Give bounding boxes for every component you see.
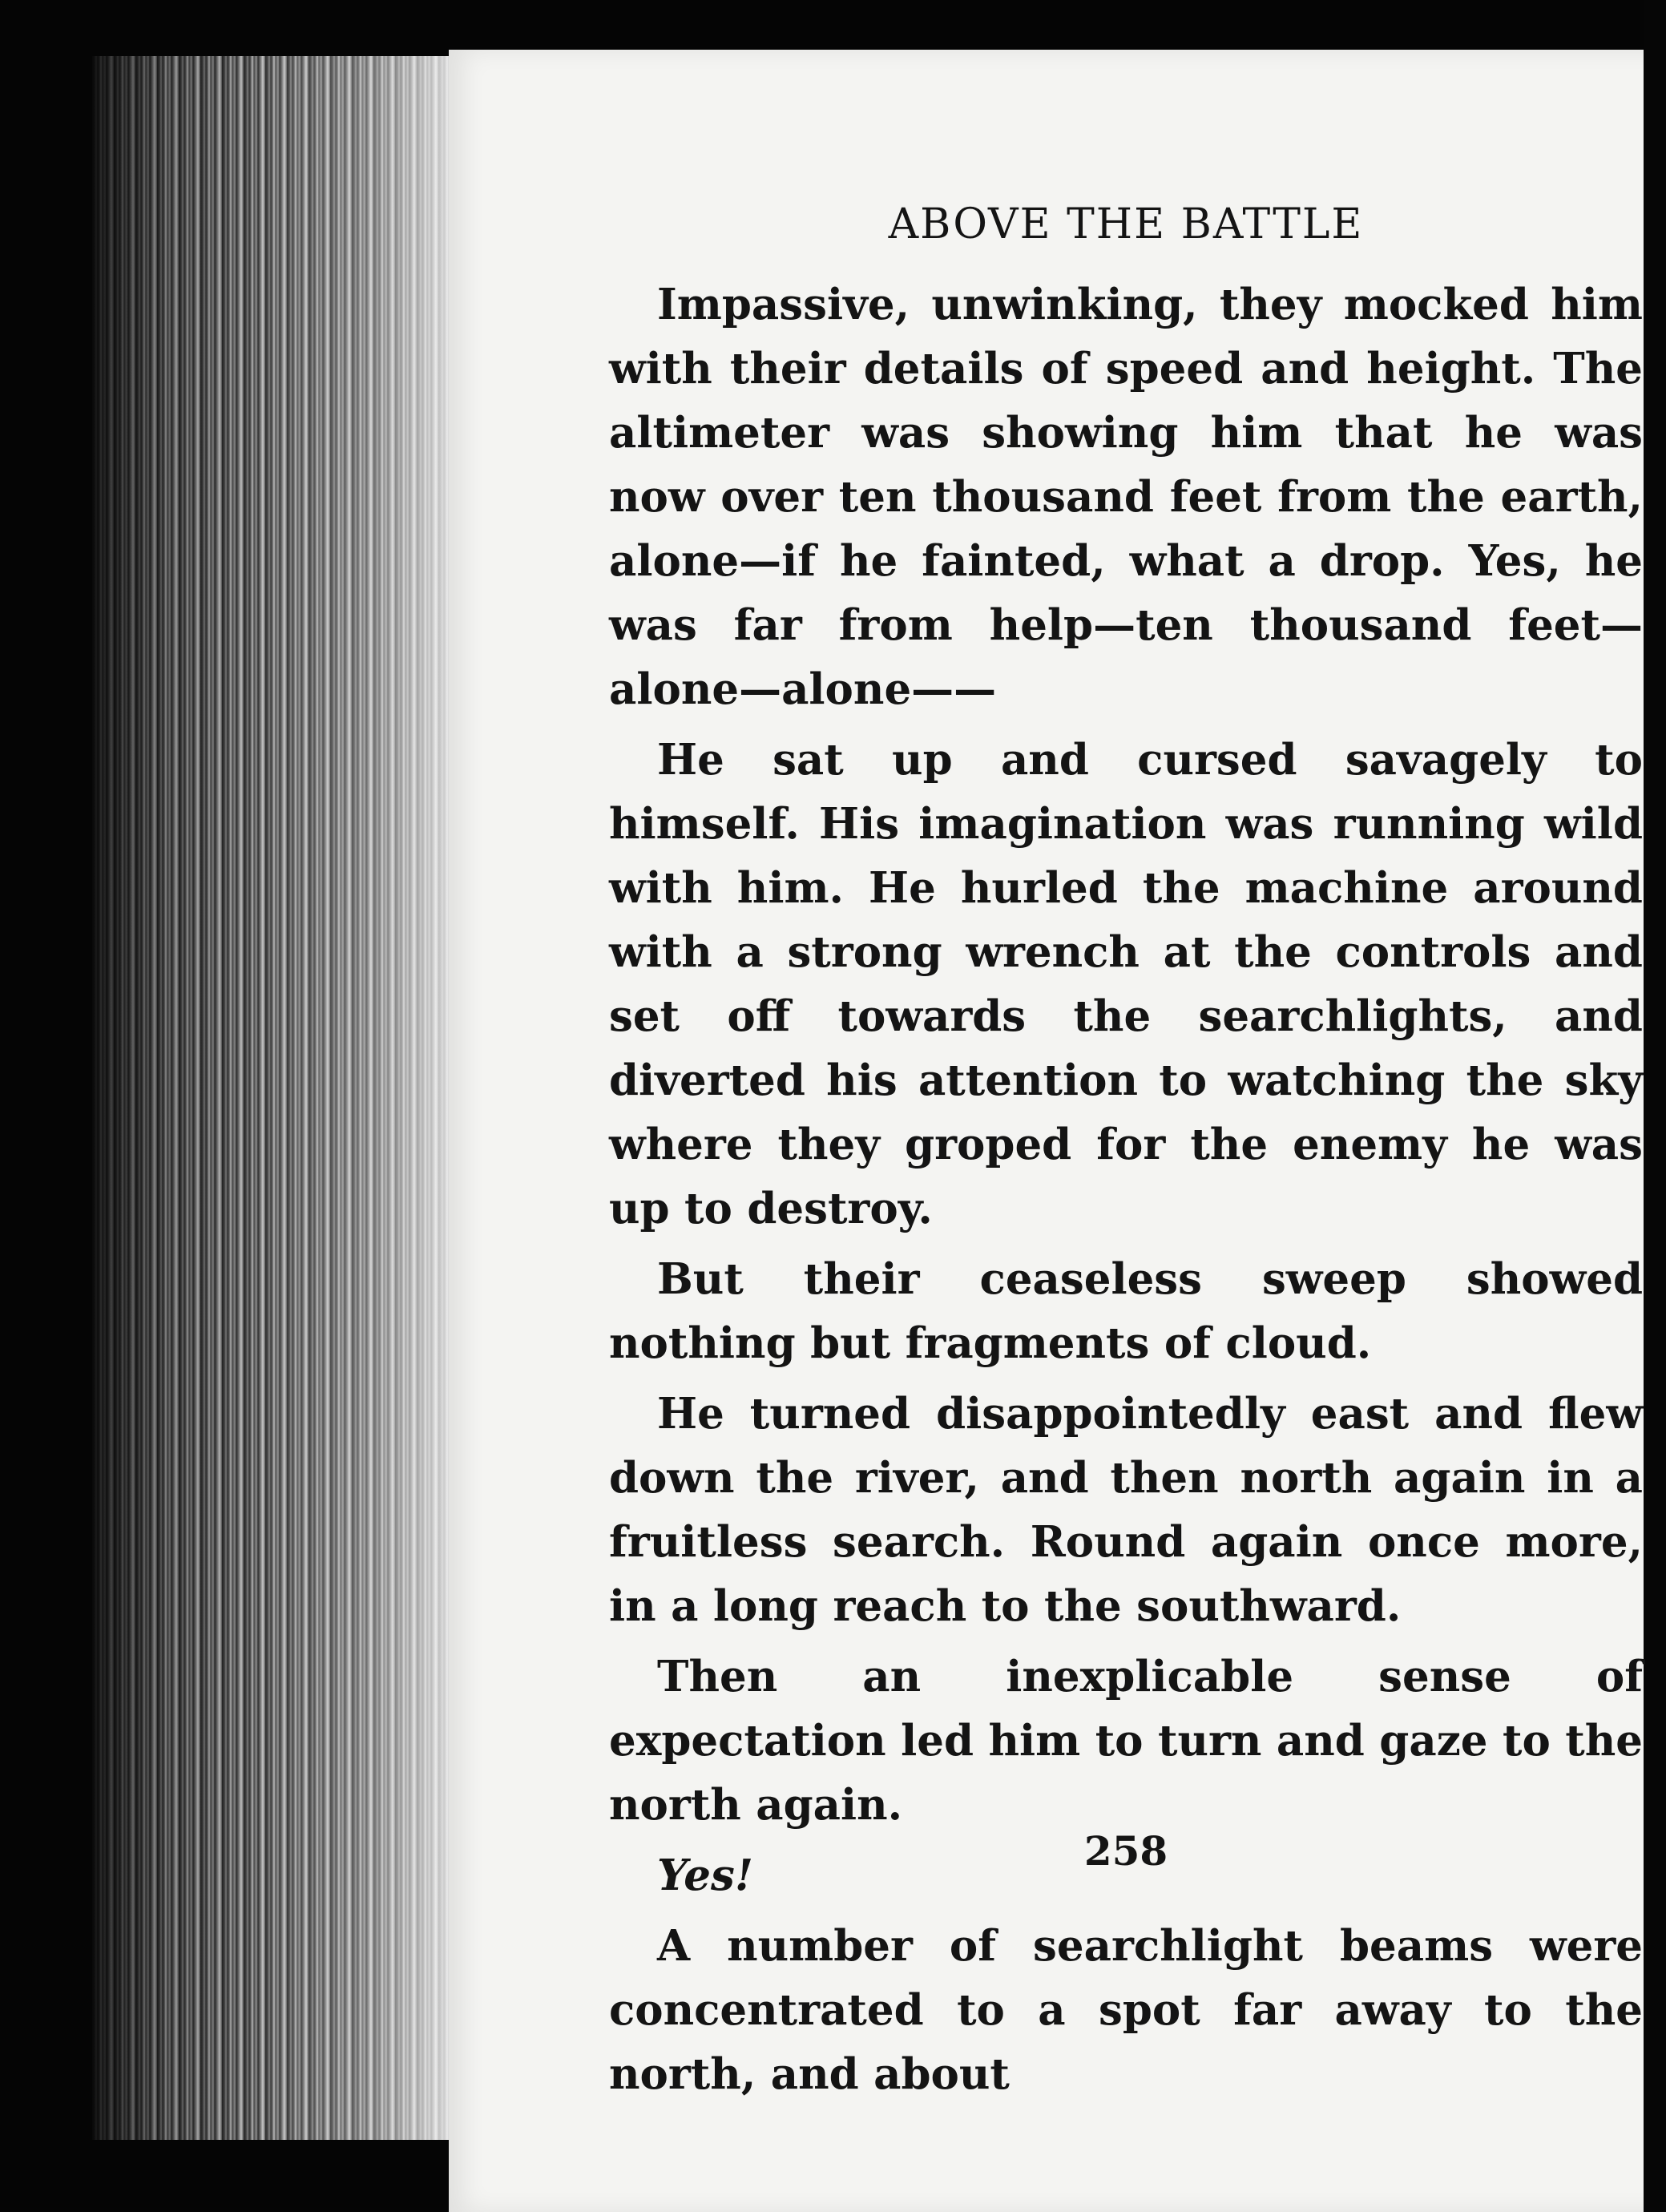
paragraph: But their ceaseless sweep showed nothing but fragments of cloud. (609, 1254, 1643, 1368)
scan-right-border (1644, 0, 1666, 2212)
paragraph: A number of searchlight beams were concentrated to a spot far away to the north, and about (609, 1921, 1643, 2099)
paragraph: Then an inexplicable sense of expectation led him to turn and gaze to the north again. (609, 1652, 1643, 1830)
book-page-edges-shading (92, 56, 453, 2140)
paragraph: He turned disappointedly east and flew down the river, and then north again in a fruitless search. Round again once more, in a long reach to the southward. (609, 1389, 1643, 1631)
paragraph-exclamation: Yes! (657, 1851, 754, 1900)
running-head: ABOVE THE BATTLE (888, 200, 1364, 248)
page-number: 258 (1083, 1827, 1168, 1875)
paragraph: He sat up and cursed savagely to himself. His imagination was running wild with him. He hurled the machine around with a strong wrench at the controls and set off towards the searchlights, and diverted his attention to watching the sky where they groped for the enemy he was up to destroy. (609, 735, 1643, 1233)
paragraph: Impassive, unwinking, they mocked him with their details of speed and height. The altimeter was showing him that he was now over ten thousand feet from the earth, alone—if he fainted, what a drop. Yes, he was far from help—ten thousand feet—alone—alone—— (609, 280, 1643, 714)
